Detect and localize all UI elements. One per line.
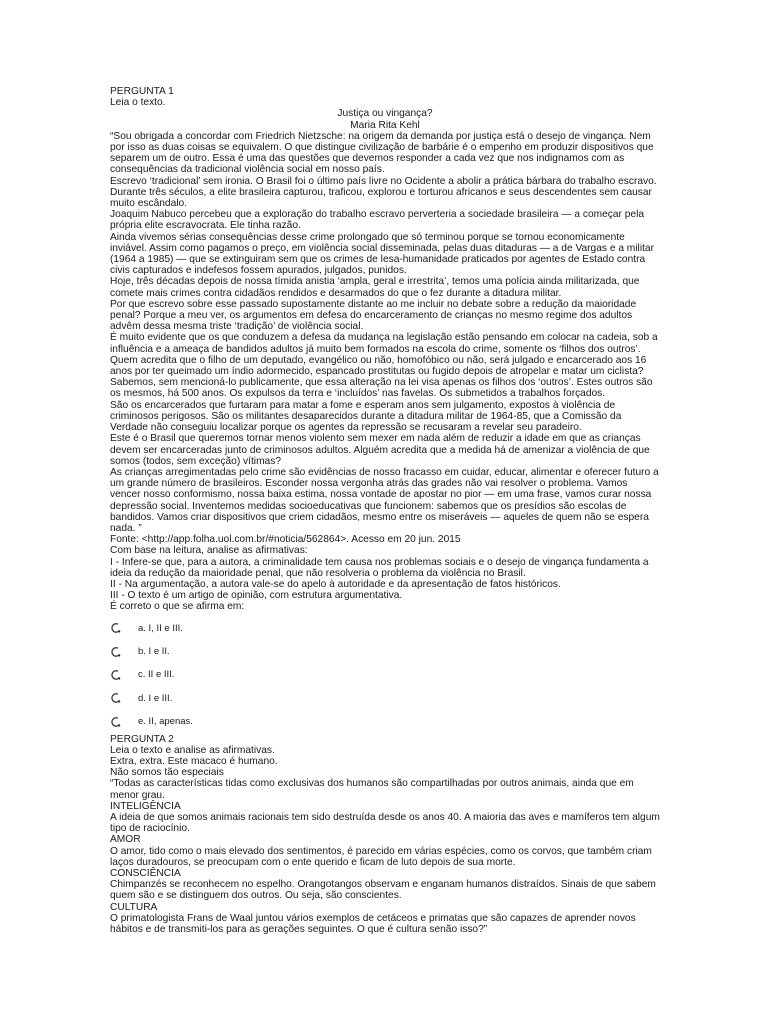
option-d[interactable]	[110, 687, 660, 710]
section-heading: INTELIGÊNCIA	[110, 800, 181, 812]
article-paragraph: “Sou obrigada a concordar com Friedrich Nietzsche: na origem da demanda por justiça está o desejo de vingança. Nem por isso as duas coisas se equivalem. O que distingue civilização de barbárie é o empenho em produzir dispositivos que separem um de outro. Essa é uma das questões que devemos responder a cada vez que nos indignamos com as consequências da tradicional violência social em nosso país.	[110, 130, 654, 176]
option-b[interactable]	[110, 640, 660, 663]
radio-button-icon[interactable]	[110, 646, 122, 658]
article-source: Fonte: <http://app.folha.uol.com.br/#noticia/562864>. Acesso em 20 jun. 2015	[110, 534, 461, 546]
option-c-label: c. II e III.	[138, 669, 175, 681]
question-1-label: PERGUNTA 1	[110, 86, 174, 97]
radio-button-icon[interactable]	[110, 692, 122, 704]
option-a-label: a. I, II e III.	[138, 622, 183, 634]
radio-button-icon[interactable]	[110, 669, 122, 681]
question-2-line: O amor, tido como o mais elevado dos sentimentos, é parecido em várias espécies, como os corvos, que também criam laços duradouros, se preocupam com o ente querido e ficam de luto depois de sua morte.	[110, 845, 652, 868]
article-paragraph: As crianças arregimentadas pelo crime são evidências de nosso fracasso em cuidar, educar, alimentar e oferecer futuro a um grande número de brasileiros. Esconder nossa vergonha atrás das grades não vai resolver o problema. Vamos vencer nosso conformismo, nossa baixa estima, nossa vontade de apostar no pior — em uma frase, vamos curar nossa depressão social. Inventemos medidas socioeducativas que funcionem: sabemos que os presídios são escolas de bandidos. Vamos criar dispositivos que criem cidadãos, mesmo entre os miseráveis — aqueles de quem não se espera nada. ”	[110, 466, 659, 534]
question-1-instruction: Leia o texto.	[110, 97, 166, 109]
answer-options	[110, 617, 660, 734]
option-e-label: e. II, apenas.	[138, 716, 193, 728]
article-paragraph: Escrevo ‘tradicional’ sem ironia. O Brasil foi o último país livre no Ocidente a abolir a prática bárbara do trabalho escravo. Durante três séculos, a elite brasileira capturou, traficou, explorou e torturou africanos e seus descendentes sem causar muito escândalo.	[110, 175, 657, 210]
question-2-line: Extra, extra. Este macaco é humano.	[110, 755, 278, 767]
question-2-label: PERGUNTA 2	[110, 733, 174, 745]
article-paragraph: É muito evidente que os que conduzem a defesa da mudança na legislação estão pensando em colocar na cadeia, sob a influência e a ameaça de bandidos adultos já muito bem formados na escola do crime, somente os ‘filhos dos outros’. Quem acredita que o filho de um deputado, evangélico ou não, homofóbico ou não, será julgado e encarcerado aos 16 anos por ter queimado um índio adormecido, espancado prostitutas ou fugido depois de atropelar e matar um ciclista? Sabemos, sem mencioná-lo publicamente, que essa alteração na lei visa apenas os filhos dos ‘outros’. Estes outros são os mesmos, há 500 anos. Os expulsos da terra e ‘incluídos’ nas favelas. Os submetidos a trabalhos forçados.	[110, 332, 658, 400]
statement-2: II - Na argumentação, a autora vale-se do apelo à autoridade e da apresentação de fatos históricos.	[110, 578, 561, 590]
section-heading: AMOR	[110, 834, 141, 846]
option-a[interactable]	[110, 617, 660, 640]
article-paragraph: Joaquim Nabuco percebeu que a exploração do trabalho escravo perverteria a sociedade brasileira — a começar pela própria elite escravocrata. Ele tinha razão.	[110, 209, 645, 232]
question-2-line: “Todas as características tidas como exclusivas dos humanos são compartilhadas por outros animais, ainda que em menor grau.	[110, 778, 634, 801]
article-paragraph: São os encarcerados que furtaram para matar a fome e esperam anos sem julgamento, expostos à violência de criminosos perigosos. São os militantes desaparecidos durante a ditadura militar de 1964-85, que a Comissão da Verdade não conseguiu localizar porque os agentes da repressão se recusaram a revelar seu paradeiro.	[110, 399, 622, 434]
article-paragraph: Este é o Brasil que queremos tornar menos violento sem mexer em nada além de reduzir a idade em que as crianças devem ser encarceradas junto de criminosos adultos. Alguém acredita que a medida há de amenizar a violência de que somos (todos, sem exceção) vítimas?	[110, 433, 650, 467]
question-2-line: Leia o texto e analise as afirmativas.	[110, 744, 275, 756]
article-paragraph: Ainda vivemos sérias consequências desse crime prolongado que só terminou porque se tornou economicamente inviável. Assim como pagamos o preço, em violência social disseminada, pelas duas ditaduras — a de Vargas e a militar (1964 a 1985) — que se extinguiram sem que os crimes de lesa-humanidade praticados por agentes de Estado contra civis capturados e indefesos fossem apurados, julgados, punidos.	[110, 231, 654, 277]
document-page	[110, 86, 660, 935]
radio-button-icon[interactable]	[110, 622, 122, 634]
statement-3: III - O texto é um artigo de opinião, com estrutura argumentativa.	[110, 590, 403, 602]
article-title: Justiça ou vingança?	[337, 108, 433, 120]
question-2-line: Chimpanzés se reconhecem no espelho. Orangotangos observam e enganam humanos distraídos. Sinais de que sabem quem são e se distinguem dos outros. Ou seja, são conscientes.	[110, 879, 656, 902]
question-2-line: A ideia de que somos animais racionais tem sido destruída desde os anos 40. A maioria das aves e mamíferos tem algum tipo de raciocínio.	[110, 811, 660, 835]
question-2-line: O primatologista Frans de Waal juntou vários exemplos de cetáceos e primatas que são capazes de aprender novos hábitos e de transmiti-los para as gerações seguintes. O que é cultura senão isso?”	[110, 912, 636, 935]
option-e[interactable]	[110, 710, 660, 733]
article-paragraph: Hoje, três décadas depois de nossa tímida anistia ‘ampla, geral e irrestrita’, temos uma polícia ainda militarizada, que comete mais crimes contra cidadãos rendidos e desarmados do que o fez durante a ditadura militar.	[110, 276, 640, 299]
option-b-label: b. I e II.	[138, 646, 170, 658]
section-heading: CULTURA	[110, 901, 158, 913]
question-1-prompt: Com base na leitura, analise as afirmativas:	[110, 545, 308, 557]
statement-1: I - Infere-se que, para a autora, a criminalidade tem causa nos problemas sociais e o desejo de vingança fundamenta a ideia da redução da maioridade penal, que não resolveria o problema da violência no Brasil.	[110, 556, 649, 579]
option-d-label: d. I e III.	[138, 692, 173, 704]
article-paragraph: Por que escrevo sobre esse passado supostamente distante ao me incluir no debate sobre a redução da maioridade penal? Porque a meu ver, os argumentos em defesa do encarceramento de crianças no mesmo regime dos adultos advêm dessa mesma triste ‘tradição’ de violência social.	[110, 298, 637, 333]
article-author: Maria Rita Kehl	[350, 119, 420, 131]
radio-button-icon[interactable]	[110, 716, 122, 728]
question-1-question: É correto o que se afirma em:	[110, 601, 245, 613]
option-c[interactable]	[110, 663, 660, 686]
question-2-line: Não somos tão especiais	[110, 767, 224, 779]
section-heading: CONSCIÊNCIA	[110, 867, 181, 879]
